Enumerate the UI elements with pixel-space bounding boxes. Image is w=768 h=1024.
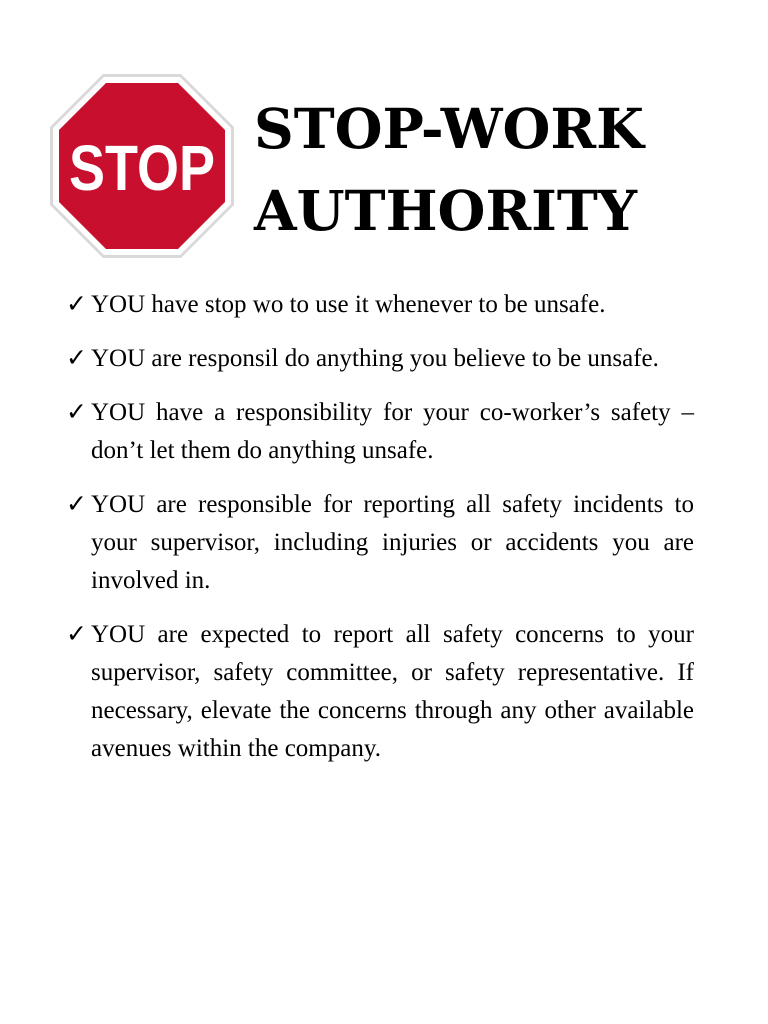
bullet-text: YOU have a responsibility for your co-worker’s safety – don’t let them do anything unsafe. (91, 399, 694, 464)
bullet-text: YOU are responsible for reporting all safety incidents to your supervisor, including injuries or accidents you are involved in. (91, 491, 694, 594)
page-title (254, 88, 644, 252)
list-item (66, 394, 694, 470)
title-line-2: AUTHORITY (254, 178, 638, 243)
checkmark-icon: ✓ (66, 291, 87, 318)
list-item (66, 486, 694, 600)
checkmark-icon: ✓ (66, 399, 87, 426)
checkmark-icon: ✓ (66, 345, 87, 372)
list-item (66, 340, 694, 378)
list-item (66, 616, 694, 768)
list-item (66, 286, 694, 324)
checkmark-icon: ✓ (66, 621, 87, 648)
title-line-1: STOP-WORK (254, 96, 644, 161)
stop-sign-icon (48, 72, 236, 260)
bullet-list (66, 286, 694, 784)
bullet-text: YOU are responsil do anything you believe to be unsafe. (91, 345, 659, 372)
checkmark-icon: ✓ (66, 491, 87, 518)
bullet-text: YOU have stop wo to use it whenever to be unsafe. (91, 291, 606, 318)
bullet-text: YOU are expected to report all safety concerns to your supervisor, safety committee, or safety representative. If necessary, elevate the concerns through any other available avenues within the company. (91, 621, 694, 762)
stop-sign-text: STOP (69, 132, 215, 204)
